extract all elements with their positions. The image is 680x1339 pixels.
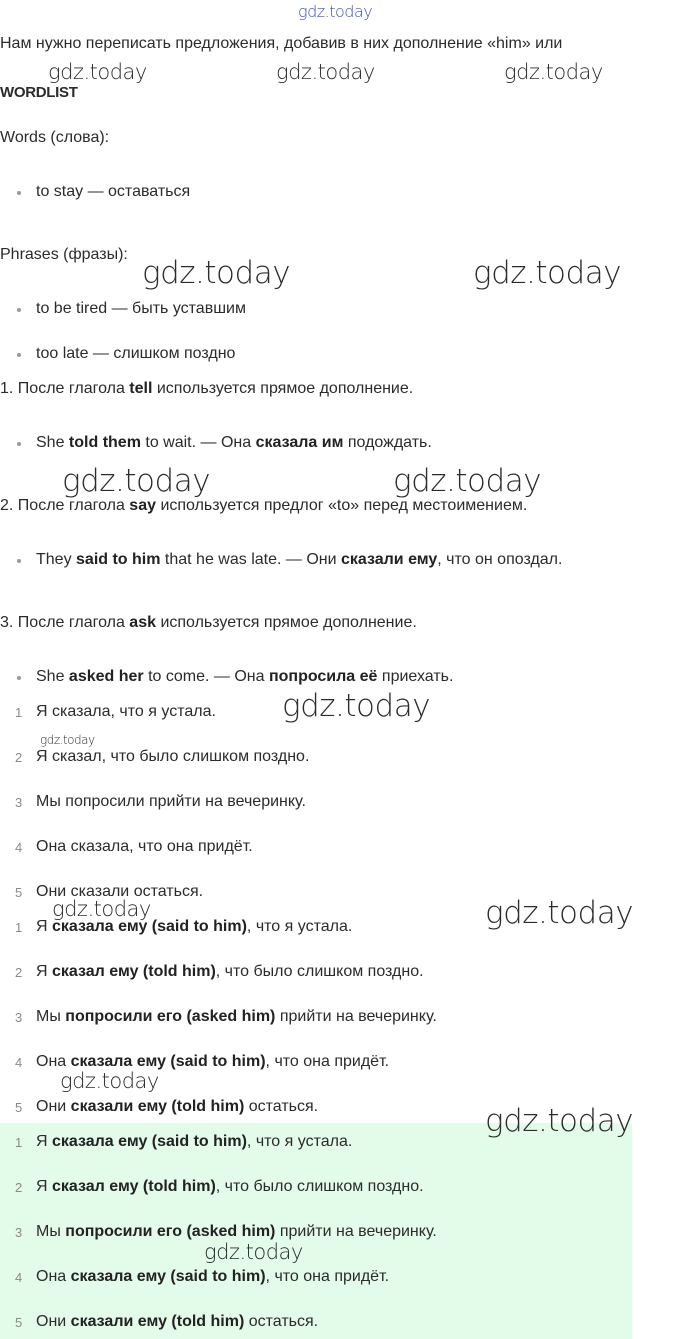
words-label: Words (слова): bbox=[0, 129, 110, 146]
watermark: gdz.today bbox=[504, 60, 603, 84]
rule-1-example: She told them to wait. — Она сказала им подождать. bbox=[36, 434, 432, 451]
bullet bbox=[17, 676, 21, 680]
list-number: 5 bbox=[15, 1100, 23, 1115]
task-item: Они сказали остаться. bbox=[36, 883, 204, 900]
watermark: gdz.today bbox=[142, 255, 291, 291]
bullet bbox=[17, 191, 21, 195]
list-number: 4 bbox=[15, 1055, 23, 1070]
watermark: gdz.today bbox=[393, 463, 542, 499]
list-number: 3 bbox=[15, 1225, 23, 1240]
phrase-item: too late — слишком поздно bbox=[36, 345, 236, 362]
answer-item: Я сказала ему (said to him), что я устала. bbox=[36, 918, 353, 935]
phrases-label: Phrases (фразы): bbox=[0, 246, 128, 263]
word-item: to stay — оставаться bbox=[36, 183, 191, 200]
watermark: gdz.today bbox=[298, 2, 373, 21]
bullet bbox=[17, 442, 21, 446]
bullet bbox=[17, 353, 21, 357]
answer-item: Она сказала ему (said to him), что она придёт. bbox=[36, 1053, 390, 1070]
highlighted-answer-item: Я сказала ему (said to him), что я устала. bbox=[36, 1133, 353, 1150]
highlighted-answer-item: Она сказала ему (said to him), что она придёт. bbox=[36, 1268, 390, 1285]
watermark: gdz.today bbox=[62, 463, 211, 499]
watermark: gdz.today bbox=[473, 255, 622, 291]
watermark: gdz.today bbox=[276, 60, 375, 84]
wordlist-title: WORDLIST bbox=[0, 84, 78, 101]
answer-item: Мы попросили его (asked him) прийти на вечеринку. bbox=[36, 1008, 437, 1025]
list-number: 3 bbox=[15, 1010, 23, 1025]
answer-item: Они сказали ему (told him) остаться. bbox=[36, 1098, 319, 1115]
task-item: Она сказала, что она придёт. bbox=[36, 838, 253, 855]
watermark: gdz.today bbox=[485, 895, 634, 931]
rule-3: 3. После глагола ask используется прямое дополнение. bbox=[0, 614, 417, 631]
watermark: gdz.today bbox=[204, 1240, 303, 1264]
phrase-item: to be tired — быть уставшим bbox=[36, 300, 246, 317]
highlighted-answer-item: Я сказал ему (told him), что было слишком поздно. bbox=[36, 1178, 424, 1195]
watermark: gdz.today bbox=[40, 733, 95, 747]
intro-text: Нам нужно переписать предложения, добавив в них дополнение «him» или bbox=[0, 35, 563, 52]
rule-2-example: They said to him that he was late. — Они сказали ему, что он опоздал. bbox=[36, 551, 563, 568]
watermark: gdz.today bbox=[52, 897, 151, 921]
list-number: 2 bbox=[15, 1180, 23, 1195]
bullet bbox=[17, 559, 21, 563]
list-number: 5 bbox=[15, 1315, 23, 1330]
task-item: Я сказал, что было слишком поздно. bbox=[36, 748, 310, 765]
list-number: 4 bbox=[15, 1270, 23, 1285]
watermark: gdz.today bbox=[60, 1069, 159, 1093]
highlighted-answer-item: Они сказали ему (told him) остаться. bbox=[36, 1313, 319, 1330]
rule-3-example: She asked her to come. — Она попросила её приехать. bbox=[36, 668, 454, 685]
answer-item: Я сказал ему (told him), что было слишком поздно. bbox=[36, 963, 424, 980]
watermark: gdz.today bbox=[485, 1103, 634, 1139]
rule-2: 2. После глагола say используется предлог «to» перед местоимением. bbox=[0, 497, 528, 514]
rule-1: 1. После глагола tell используется прямое дополнение. bbox=[0, 380, 414, 397]
list-number: 5 bbox=[15, 885, 23, 900]
task-item: Я сказала, что я устала. bbox=[36, 703, 216, 720]
watermark: gdz.today bbox=[282, 688, 431, 724]
list-number: 1 bbox=[15, 920, 23, 935]
list-number: 1 bbox=[15, 705, 23, 720]
list-number: 2 bbox=[15, 965, 23, 980]
list-number: 3 bbox=[15, 795, 23, 810]
watermark: gdz.today bbox=[48, 60, 147, 84]
list-number: 1 bbox=[15, 1135, 23, 1150]
bullet bbox=[17, 308, 21, 312]
list-number: 4 bbox=[15, 840, 23, 855]
task-item: Мы попросили прийти на вечеринку. bbox=[36, 793, 306, 810]
list-number: 2 bbox=[15, 750, 23, 765]
highlighted-answer-item: Мы попросили его (asked him) прийти на вечеринку. bbox=[36, 1223, 437, 1240]
